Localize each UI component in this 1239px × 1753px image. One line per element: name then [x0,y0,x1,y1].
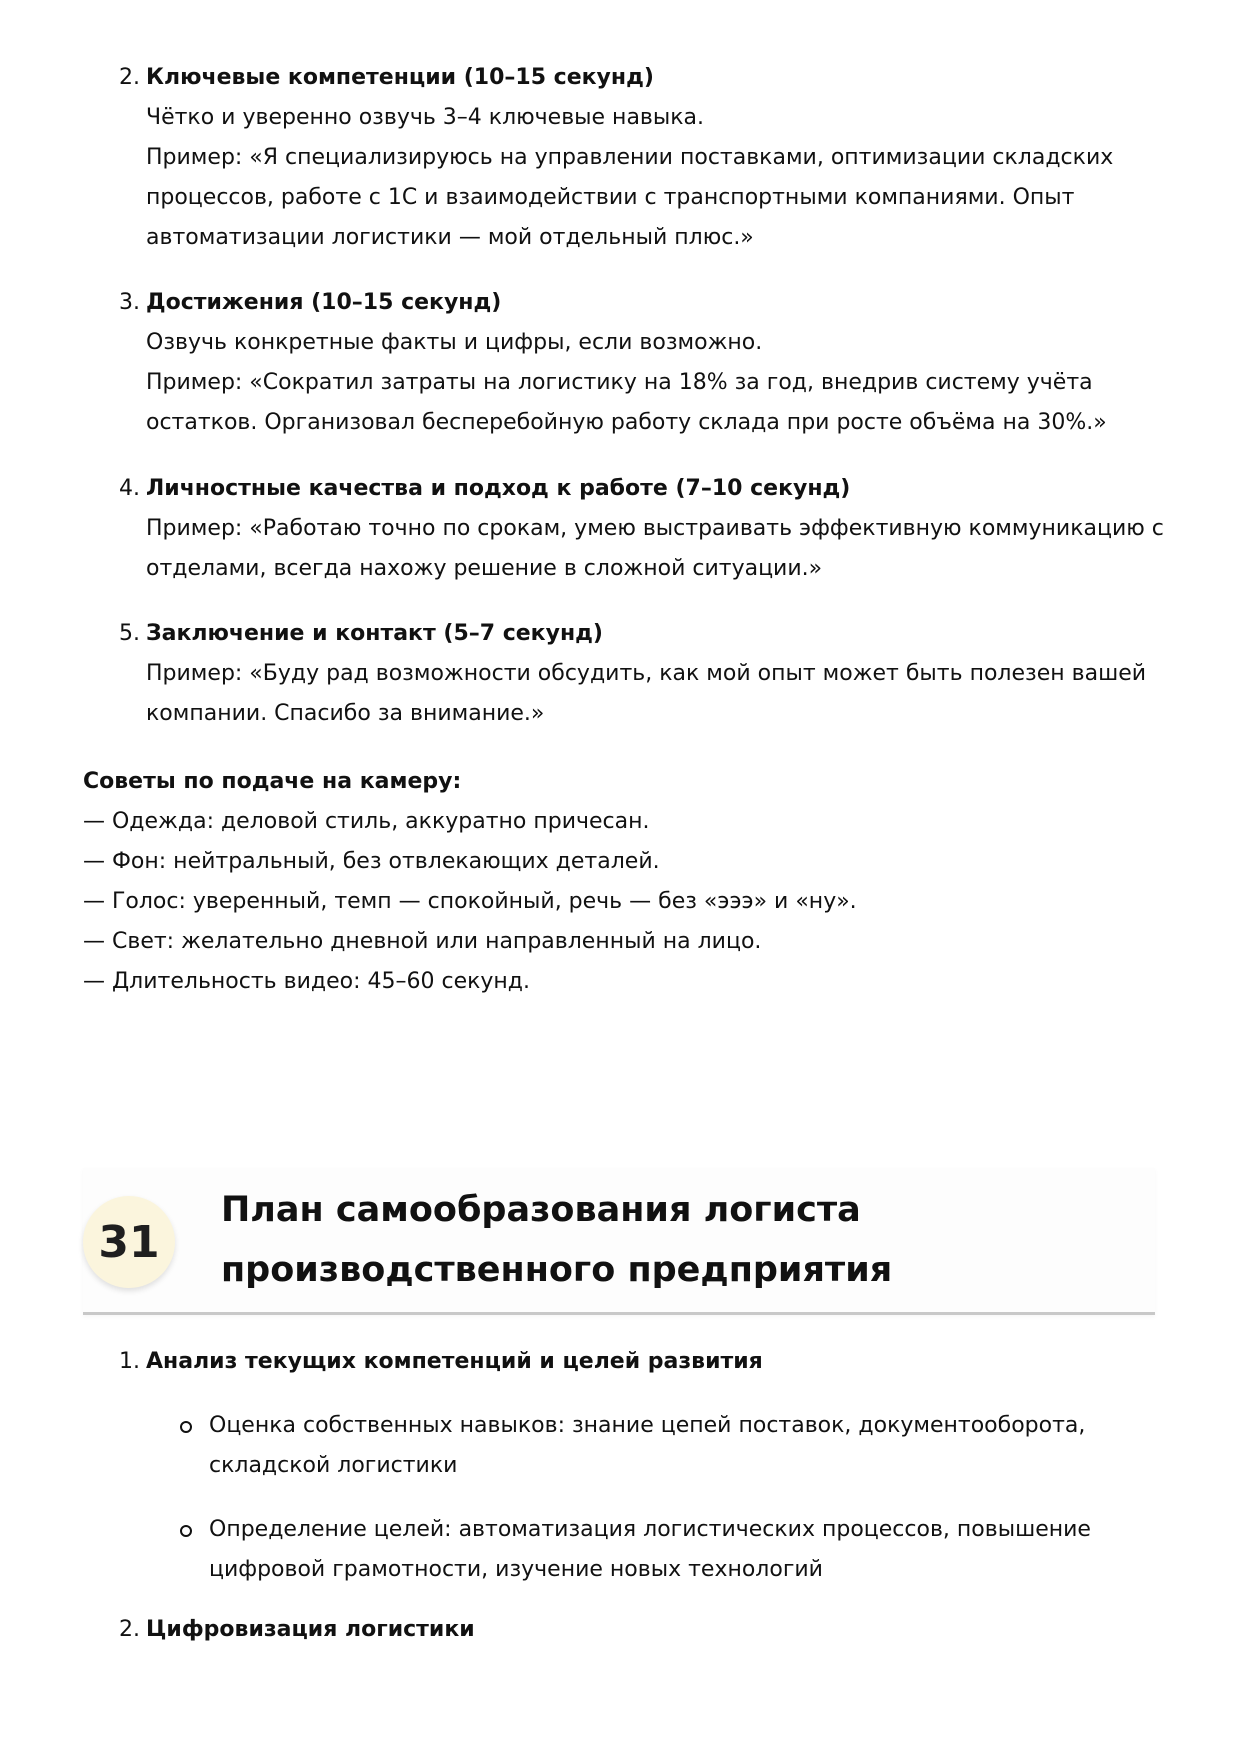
section-title-line: План самообразования логиста [221,1190,861,1230]
camera-tips [83,762,1173,1002]
list-item [83,1342,1173,1382]
list-item [83,469,1173,589]
list-number: 4. [119,476,140,501]
list-item [83,614,1173,734]
list-item-text: остатков. Организовал бесперебойную работу склада при росте объёма на 30%.» [146,410,1107,435]
sub-list-text: цифровой грамотности, изучение новых технологий [209,1557,823,1582]
sub-list-item [83,1510,1173,1590]
section-number-badge: 31 [83,1196,175,1288]
list-item-text: Пример: «Работаю точно по срокам, умею выстраивать эффективную коммуникацию с [146,516,1164,541]
section-title-line: производственного предприятия [221,1250,893,1290]
sub-list-text: Оценка собственных навыков: знание цепей поставок, документооборота, [209,1413,1086,1438]
list-number: 1. [119,1349,140,1374]
section-header [83,1168,1155,1315]
list-item [83,283,1173,443]
list-number: 2. [119,65,140,90]
sub-list-text: Определение целей: автоматизация логистических процессов, повышение [209,1517,1091,1542]
steps-list [83,283,1173,443]
list-item-text: Озвучь конкретные факты и цифры, если возможно. [146,330,763,355]
list-item-title: Заключение и контакт (5–7 секунд) [146,621,603,646]
list-item-text: процессов, работе с 1С и взаимодействии с транспортными компаниями. Опыт [146,185,1075,210]
plan-list [83,1342,1173,1650]
tip-line: — Одежда: деловой стиль, аккуратно причесан. [83,809,650,834]
list-item-text: компании. Спасибо за внимание.» [146,701,545,726]
list-item-text: Пример: «Я специализируюсь на управлении поставками, оптимизации складских [146,145,1114,170]
list-item-title: Личностные качества и подход к работе (7–10 секунд) [146,476,851,501]
list-item-title: Ключевые компетенции (10–15 секунд) [146,65,654,90]
section-title [221,1180,1121,1300]
list-item-text: Пример: «Сократил затраты на логистику на 18% за год, внедрив систему учёта [146,370,1093,395]
steps-list [83,58,1173,281]
tips-title: Советы по подаче на камеру: [83,769,462,794]
tip-line: — Длительность видео: 45–60 секунд. [83,969,531,994]
sub-list-item [83,1406,1173,1486]
list-item-text: Чётко и уверенно озвучь 3–4 ключевые навыка. [146,105,705,130]
list-item-text: отделами, всегда нахожу решение в сложной ситуации.» [146,556,823,581]
circle-bullet-icon [180,1525,192,1537]
list-number: 5. [119,621,140,646]
circle-bullet-icon [180,1421,192,1433]
tip-line: — Голос: уверенный, темп — спокойный, речь — без «эээ» и «ну». [83,889,857,914]
list-item [83,1610,1173,1650]
tip-line: — Фон: нейтральный, без отвлекающих деталей. [83,849,660,874]
list-item-title: Анализ текущих компетенций и целей развития [146,1349,763,1374]
steps-list [83,469,1173,589]
list-number: 2. [119,1617,140,1642]
sub-list [83,1406,1173,1590]
list-number: 3. [119,290,140,315]
list-item-text: автоматизации логистики — мой отдельный плюс.» [146,225,754,250]
steps-list [83,614,1173,734]
sub-list-text: складской логистики [209,1453,458,1478]
list-item [83,58,1173,281]
tip-line: — Свет: желательно дневной или направленный на лицо. [83,929,762,954]
list-item-title: Цифровизация логистики [146,1617,475,1642]
list-item-text: Пример: «Буду рад возможности обсудить, как мой опыт может быть полезен вашей [146,661,1147,686]
list-item-title: Достижения (10–15 секунд) [146,290,502,315]
